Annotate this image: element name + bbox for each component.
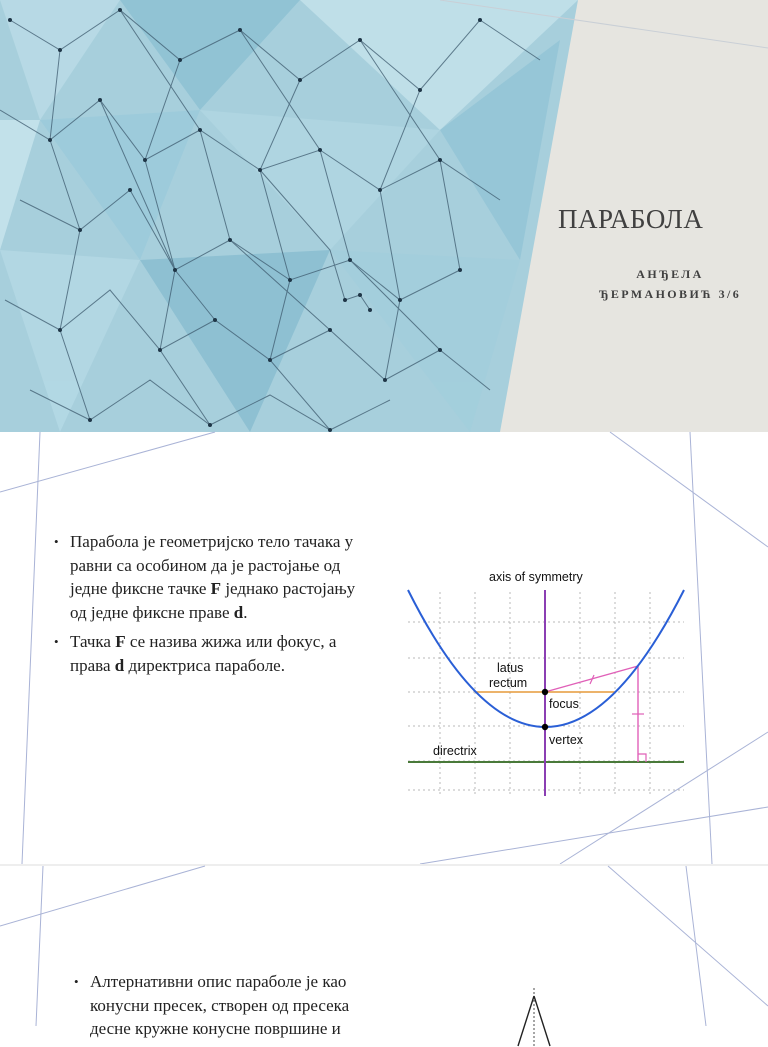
directrix-label: directrix [433, 744, 477, 758]
focus-label: focus [549, 697, 579, 711]
rectum-label: rectum [489, 676, 528, 690]
definition-slide [0, 432, 768, 864]
bullet-conic-section: • Алтернативни опис параболе је као конусни пресек, створен од пресека десне кружне конусне површине и [74, 970, 394, 1041]
author-name [590, 264, 750, 304]
bullet-definition: • Парабола је геометријско тело тачака у равни са особином да је растојање од једне фиксне тачке F једнако растојању од једне фиксне праве d. [54, 530, 364, 624]
cone-illustration [504, 986, 564, 1046]
parabola-diagram [400, 562, 700, 802]
bullet-focus-directrix: • Тачка F се назива жижа или фокус, а права d директриса параболе. [54, 630, 364, 677]
vertex-label: vertex [549, 733, 584, 747]
conic-section-slide [0, 864, 768, 1038]
latus-label: latus [497, 661, 524, 675]
focus-to-point-line [545, 666, 638, 692]
focus-point [542, 689, 548, 695]
author-line-2: ЂЕРМАНОВИЋ 3/6 [598, 287, 742, 301]
axis-of-symmetry-label: axis of symmetry [489, 570, 583, 584]
author-line-1: АНЂЕЛА [636, 267, 704, 281]
title-slide [0, 0, 768, 432]
presentation-title: ПАРАБОЛА [558, 204, 704, 234]
definition-bullets [54, 530, 364, 683]
vertex-point [542, 724, 548, 730]
conic-bullets [74, 970, 394, 1047]
